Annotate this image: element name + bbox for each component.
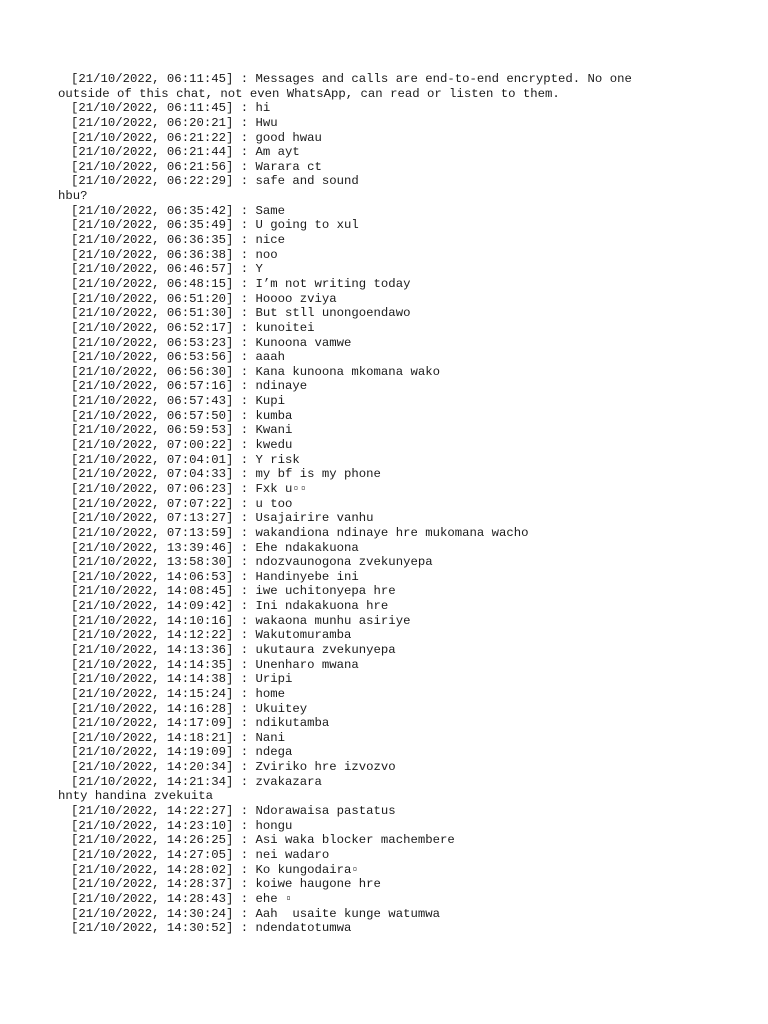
message-line: [21/10/2022, 14:15:24] : home bbox=[71, 686, 286, 701]
message-line: [21/10/2022, 06:36:38] : noo bbox=[71, 247, 278, 262]
message-line: [21/10/2022, 14:21:34] : zvakazara bbox=[71, 774, 322, 789]
message-line: [21/10/2022, 06:11:45] : Messages and calls are end-to-end encrypted. No one bbox=[71, 72, 632, 86]
message-line: [21/10/2022, 14:28:02] : Ko kungodaira▫ bbox=[71, 862, 359, 877]
message-line: [21/10/2022, 14:26:25] : Asi waka blocker machembere bbox=[71, 833, 455, 848]
message-line: [21/10/2022, 14:12:22] : Wakutomuramba bbox=[71, 628, 352, 643]
message-continuation-line: hnty handina zvekuita bbox=[58, 789, 213, 804]
message-line: [21/10/2022, 06:21:22] : good hwau bbox=[71, 130, 322, 145]
message-line: [21/10/2022, 07:04:33] : my bf is my phone bbox=[71, 467, 381, 482]
message-line: [21/10/2022, 14:27:05] : nei wadaro bbox=[71, 847, 330, 862]
message-line: [21/10/2022, 06:20:21] : Hwu bbox=[71, 115, 278, 130]
message-line: [21/10/2022, 13:58:30] : ndozvaunogona zvekunyepa bbox=[71, 555, 433, 570]
message-line: [21/10/2022, 14:14:35] : Unenharo mwana bbox=[71, 657, 359, 672]
message-line: [21/10/2022, 14:30:24] : Aah usaite kunge watumwa bbox=[71, 906, 440, 921]
message-continuation-line: hbu? bbox=[58, 189, 88, 204]
chat-transcript bbox=[58, 72, 751, 936]
message-line: [21/10/2022, 06:35:42] : Same bbox=[71, 203, 286, 218]
message-line: [21/10/2022, 07:04:01] : Y risk bbox=[71, 452, 300, 467]
message-line: [21/10/2022, 06:53:56] : aaah bbox=[71, 350, 286, 365]
message-line: [21/10/2022, 06:21:56] : Warara ct bbox=[71, 159, 322, 174]
message-line: [21/10/2022, 06:51:20] : Hoooo zviya bbox=[71, 291, 337, 306]
message-line: [21/10/2022, 06:11:45] : hi bbox=[71, 101, 271, 116]
message-line: [21/10/2022, 06:52:17] : kunoitei bbox=[71, 320, 315, 335]
message-line: [21/10/2022, 06:36:35] : nice bbox=[71, 233, 286, 248]
message-line: [21/10/2022, 14:08:45] : iwe uchitonyepa hre bbox=[71, 584, 396, 599]
message-line: [21/10/2022, 13:39:46] : Ehe ndakakuona bbox=[71, 540, 359, 555]
message-line: [21/10/2022, 06:59:53] : Kwani bbox=[71, 423, 293, 438]
message-line: [21/10/2022, 06:56:30] : Kana kunoona mkomana wako bbox=[71, 364, 440, 379]
message-line: [21/10/2022, 14:18:21] : Nani bbox=[71, 730, 286, 745]
message-line: [21/10/2022, 06:21:44] : Am ayt bbox=[71, 145, 300, 160]
message-line: [21/10/2022, 06:46:57] : Y bbox=[71, 262, 263, 277]
message-line: [21/10/2022, 06:57:50] : kumba bbox=[71, 408, 293, 423]
message-line: [21/10/2022, 06:22:29] : safe and sound bbox=[71, 174, 359, 189]
message-line: [21/10/2022, 14:20:34] : Zviriko hre izvozvo bbox=[71, 760, 396, 775]
message-line: [21/10/2022, 07:06:23] : Fxk u▫▫ bbox=[71, 481, 308, 496]
message-line: [21/10/2022, 06:48:15] : I’m not writing today bbox=[71, 276, 411, 291]
message-line: [21/10/2022, 14:09:42] : Ini ndakakuona hre bbox=[71, 599, 389, 614]
message-line: [21/10/2022, 14:10:16] : wakaona munhu asiriye bbox=[71, 613, 411, 628]
message-line: [21/10/2022, 14:17:09] : ndikutamba bbox=[71, 716, 330, 731]
message-line: [21/10/2022, 14:23:10] : hongu bbox=[71, 818, 293, 833]
message-line: [21/10/2022, 07:13:27] : Usajairire vanhu bbox=[71, 511, 374, 526]
message-line: [21/10/2022, 14:16:28] : Ukuitey bbox=[71, 701, 308, 716]
message-line: [21/10/2022, 14:06:53] : Handinyebe ini bbox=[71, 569, 359, 584]
message-line: [21/10/2022, 06:57:43] : Kupi bbox=[71, 394, 286, 409]
message-line: [21/10/2022, 07:13:59] : wakandiona ndinaye hre mukomana wacho bbox=[71, 525, 529, 540]
message-line: [21/10/2022, 06:35:49] : U going to xul bbox=[71, 218, 359, 233]
message-line: [21/10/2022, 06:57:16] : ndinaye bbox=[71, 379, 308, 394]
message-line: [21/10/2022, 14:19:09] : ndega bbox=[71, 745, 293, 760]
message-continuation-line: outside of this chat, not even WhatsApp, can read or listen to them. bbox=[58, 86, 560, 101]
message-line: [21/10/2022, 14:28:37] : koiwe haugone hre bbox=[71, 877, 381, 892]
message-line: [21/10/2022, 14:13:36] : ukutaura zvekunyepa bbox=[71, 642, 396, 657]
message-line: [21/10/2022, 14:28:43] : ehe ▫ bbox=[71, 891, 293, 906]
message-line: [21/10/2022, 07:00:22] : kwedu bbox=[71, 438, 293, 453]
message-line: [21/10/2022, 06:53:23] : Kunoona vamwe bbox=[71, 335, 352, 350]
message-line: [21/10/2022, 06:51:30] : But stll unongoendawo bbox=[71, 306, 411, 321]
message-line: [21/10/2022, 07:07:22] : u too bbox=[71, 496, 293, 511]
message-line: [21/10/2022, 14:22:27] : Ndorawaisa pastatus bbox=[71, 804, 396, 819]
message-line: [21/10/2022, 14:14:38] : Uripi bbox=[71, 672, 293, 687]
message-line: [21/10/2022, 14:30:52] : ndendatotumwa bbox=[71, 921, 352, 936]
